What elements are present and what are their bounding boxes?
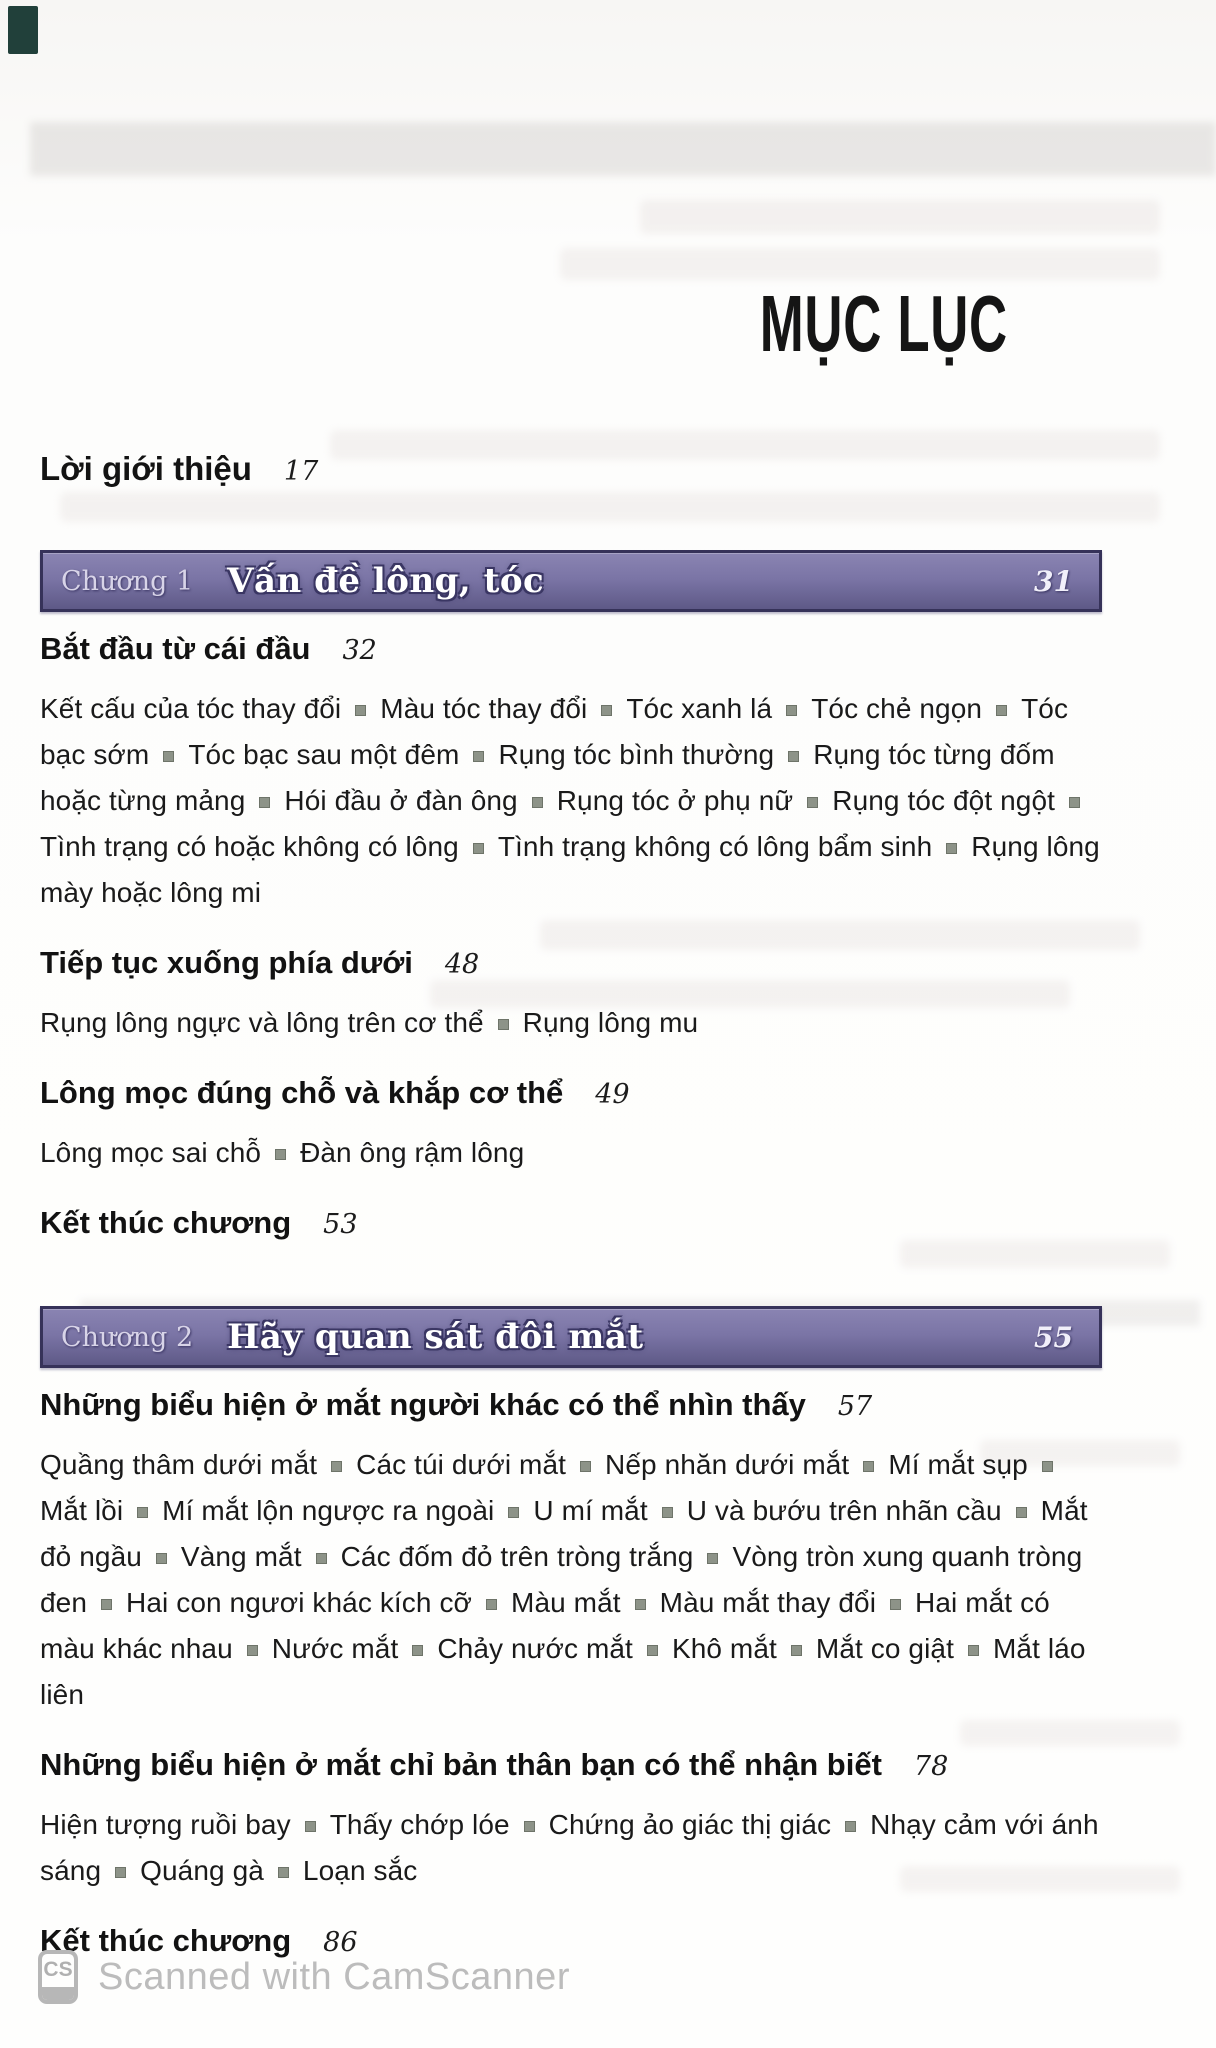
section-items (40, 686, 1102, 916)
chapter-title: Vấn đề lông, tóc (227, 561, 545, 601)
square-bullet-icon (968, 1645, 979, 1656)
toc-item: Tóc xanh lá (626, 693, 773, 724)
toc-item: Quáng gà (140, 1855, 264, 1886)
toc-item: Nước mắt (271, 1633, 399, 1664)
toc-item: Các đốm đỏ trên tròng trắng (340, 1541, 694, 1572)
toc-section (40, 942, 1102, 1046)
toc-item: Tình trạng không có lông bẩm sinh (497, 831, 933, 862)
camscanner-logo-base (42, 1987, 74, 2000)
square-bullet-icon (355, 705, 366, 716)
section-page-number: 48 (444, 949, 480, 980)
page-title: MỤC LỤC (759, 279, 1008, 368)
toc-item: Vàng mắt (180, 1541, 302, 1572)
intro-page-number: 17 (283, 456, 319, 487)
square-bullet-icon (473, 843, 484, 854)
square-bullet-icon (498, 1019, 509, 1030)
square-bullet-icon (115, 1867, 126, 1878)
square-bullet-icon (532, 797, 543, 808)
toc-section (40, 1744, 1102, 1894)
intro-label: Lời giới thiệu (40, 450, 252, 487)
square-bullet-icon (807, 797, 818, 808)
section-items (40, 1442, 1102, 1718)
toc-item: Màu mắt thay đổi (659, 1587, 877, 1618)
toc-content (40, 450, 1102, 1962)
toc-item: Rụng lông ngực và lông trên cơ thể (40, 1007, 484, 1038)
section-heading: Những biểu hiện ở mắt chỉ bản thân bạn có thể nhận biết (40, 1747, 882, 1782)
chapter-title: Hãy quan sát đôi mắt (227, 1317, 644, 1357)
square-bullet-icon (996, 705, 1007, 716)
square-bullet-icon (788, 751, 799, 762)
toc-item: Đàn ông rậm lông (300, 1137, 525, 1168)
toc-item: Rụng tóc từng đốm hoặc từng mảng (40, 739, 1055, 816)
section-items (40, 1000, 1102, 1046)
square-bullet-icon (275, 1149, 286, 1160)
chapters-container (40, 550, 1102, 1962)
square-bullet-icon (247, 1645, 258, 1656)
square-bullet-icon (791, 1645, 802, 1656)
toc-item: Lông mọc sai chỗ (40, 1137, 262, 1168)
toc-chapter (40, 550, 1102, 1244)
camscanner-logo-icon (38, 1950, 78, 2004)
section-heading: Tiếp tục xuống phía dưới (40, 945, 413, 980)
toc-item: Thấy chớp lóe (329, 1809, 510, 1840)
bleedthrough-smudge (640, 200, 1160, 234)
square-bullet-icon (707, 1553, 718, 1564)
toc-item: Các túi dưới mắt (356, 1449, 567, 1480)
toc-item: Rụng tóc bình thường (498, 739, 775, 770)
toc-item: Khô mắt (671, 1633, 777, 1664)
section-page-number: 78 (913, 1751, 949, 1782)
chapter-page-number: 31 (1034, 564, 1073, 598)
square-bullet-icon (473, 751, 484, 762)
square-bullet-icon (156, 1553, 167, 1564)
toc-item: Tình trạng có hoặc không có lông (40, 831, 459, 862)
section-heading-row (40, 1072, 1102, 1114)
square-bullet-icon (786, 705, 797, 716)
square-bullet-icon (1016, 1507, 1027, 1518)
camscanner-footer (38, 1950, 570, 2004)
toc-item: Loạn sắc (302, 1855, 418, 1886)
section-items (40, 1802, 1102, 1894)
section-heading-row (40, 1744, 1102, 1786)
toc-item: Quầng thâm dưới mắt (40, 1449, 318, 1480)
toc-item: Hiện tượng ruồi bay (40, 1809, 291, 1840)
square-bullet-icon (278, 1867, 289, 1878)
square-bullet-icon (647, 1645, 658, 1656)
section-page-number: 86 (323, 1927, 358, 1958)
chapter-sections (40, 1384, 1102, 1962)
toc-item: Nhạy cảm với ánh sáng (40, 1809, 1099, 1886)
square-bullet-icon (101, 1599, 112, 1610)
section-heading-row (40, 942, 1102, 984)
toc-section (40, 1202, 1102, 1244)
toc-chapter (40, 1306, 1102, 1962)
chapter-header-bar (40, 550, 1102, 612)
toc-item: Rụng lông mày hoặc lông mi (40, 831, 1100, 908)
toc-item: Mí mắt lộn ngược ra ngoài (162, 1495, 495, 1526)
square-bullet-icon (1042, 1461, 1053, 1472)
toc-item: Rụng tóc ở phụ nữ (556, 785, 794, 816)
toc-item: Màu mắt (511, 1587, 621, 1618)
toc-section (40, 1072, 1102, 1176)
section-heading: Kết thúc chương (40, 1205, 292, 1240)
section-page-number: 53 (323, 1209, 358, 1240)
camscanner-watermark-text: Scanned with CamScanner (98, 1955, 570, 1998)
chapter-sections (40, 628, 1102, 1244)
section-items (40, 1130, 1102, 1176)
section-heading: Những biểu hiện ở mắt người khác có thể nhìn thấy (40, 1387, 806, 1422)
toc-item: Hai mắt có màu khác nhau (40, 1587, 1050, 1664)
square-bullet-icon (305, 1821, 316, 1832)
square-bullet-icon (524, 1821, 535, 1832)
section-page-number: 57 (837, 1391, 873, 1422)
section-heading-row (40, 1202, 1102, 1244)
toc-item: Hai con ngươi khác kích cỡ (126, 1587, 473, 1618)
section-heading-row (40, 1384, 1102, 1426)
square-bullet-icon (635, 1599, 646, 1610)
section-heading: Kết thúc chương (40, 1923, 292, 1958)
toc-item: Màu tóc thay đổi (380, 693, 588, 724)
chapter-label: Chương 2 (61, 1321, 194, 1353)
square-bullet-icon (662, 1507, 673, 1518)
toc-item: Rụng lông mu (522, 1007, 699, 1038)
section-heading: Lông mọc đúng chỗ và khắp cơ thể (40, 1075, 564, 1110)
square-bullet-icon (137, 1507, 148, 1518)
square-bullet-icon (163, 751, 174, 762)
square-bullet-icon (601, 705, 612, 716)
square-bullet-icon (890, 1599, 901, 1610)
square-bullet-icon (412, 1645, 423, 1656)
section-heading: Bắt đầu từ cái đầu (40, 631, 311, 666)
toc-item: U mí mắt (533, 1495, 648, 1526)
square-bullet-icon (1069, 797, 1080, 808)
toc-section (40, 1384, 1102, 1718)
toc-item: Tóc bạc sớm (40, 693, 1069, 770)
toc-intro-entry (40, 450, 1102, 488)
chapter-page-number: 55 (1034, 1320, 1073, 1354)
bleedthrough-smudge (560, 248, 1160, 280)
toc-item: Chảy nước mắt (437, 1633, 633, 1664)
toc-item: Mắt lồi (40, 1495, 124, 1526)
camscanner-logo-letters: CS (43, 1958, 73, 1981)
toc-item: Nếp nhăn dưới mắt (605, 1449, 850, 1480)
square-bullet-icon (486, 1599, 497, 1610)
section-page-number: 49 (595, 1079, 630, 1110)
toc-item: Hói đầu ở đàn ông (284, 785, 518, 816)
bleedthrough-band (30, 122, 1216, 176)
section-page-number: 32 (342, 635, 377, 666)
square-bullet-icon (946, 843, 957, 854)
toc-item: Mắt láo liên (40, 1633, 1086, 1710)
toc-section (40, 628, 1102, 916)
section-heading-row (40, 628, 1102, 670)
square-bullet-icon (331, 1461, 342, 1472)
toc-item: Kết cấu của tóc thay đổi (40, 693, 342, 724)
toc-item: U và bướu trên nhãn cầu (686, 1495, 1002, 1526)
toc-item: Mí mắt sụp (888, 1449, 1028, 1480)
scan-corner-artifact (8, 6, 38, 54)
toc-item: Vòng tròn xung quanh tròng đen (40, 1541, 1083, 1618)
toc-item: Tóc bạc sau một đêm (188, 739, 460, 770)
square-bullet-icon (508, 1507, 519, 1518)
square-bullet-icon (580, 1461, 591, 1472)
square-bullet-icon (259, 797, 270, 808)
toc-item: Mắt đỏ ngầu (40, 1495, 1088, 1572)
toc-item: Chứng ảo giác thị giác (548, 1809, 832, 1840)
square-bullet-icon (863, 1461, 874, 1472)
chapter-label: Chương 1 (61, 565, 194, 597)
square-bullet-icon (845, 1821, 856, 1832)
toc-item: Tóc chẻ ngọn (811, 693, 983, 724)
chapter-header-bar (40, 1306, 1102, 1368)
toc-item: Mắt co giật (815, 1633, 954, 1664)
square-bullet-icon (316, 1553, 327, 1564)
toc-item: Rụng tóc đột ngột (832, 785, 1055, 816)
